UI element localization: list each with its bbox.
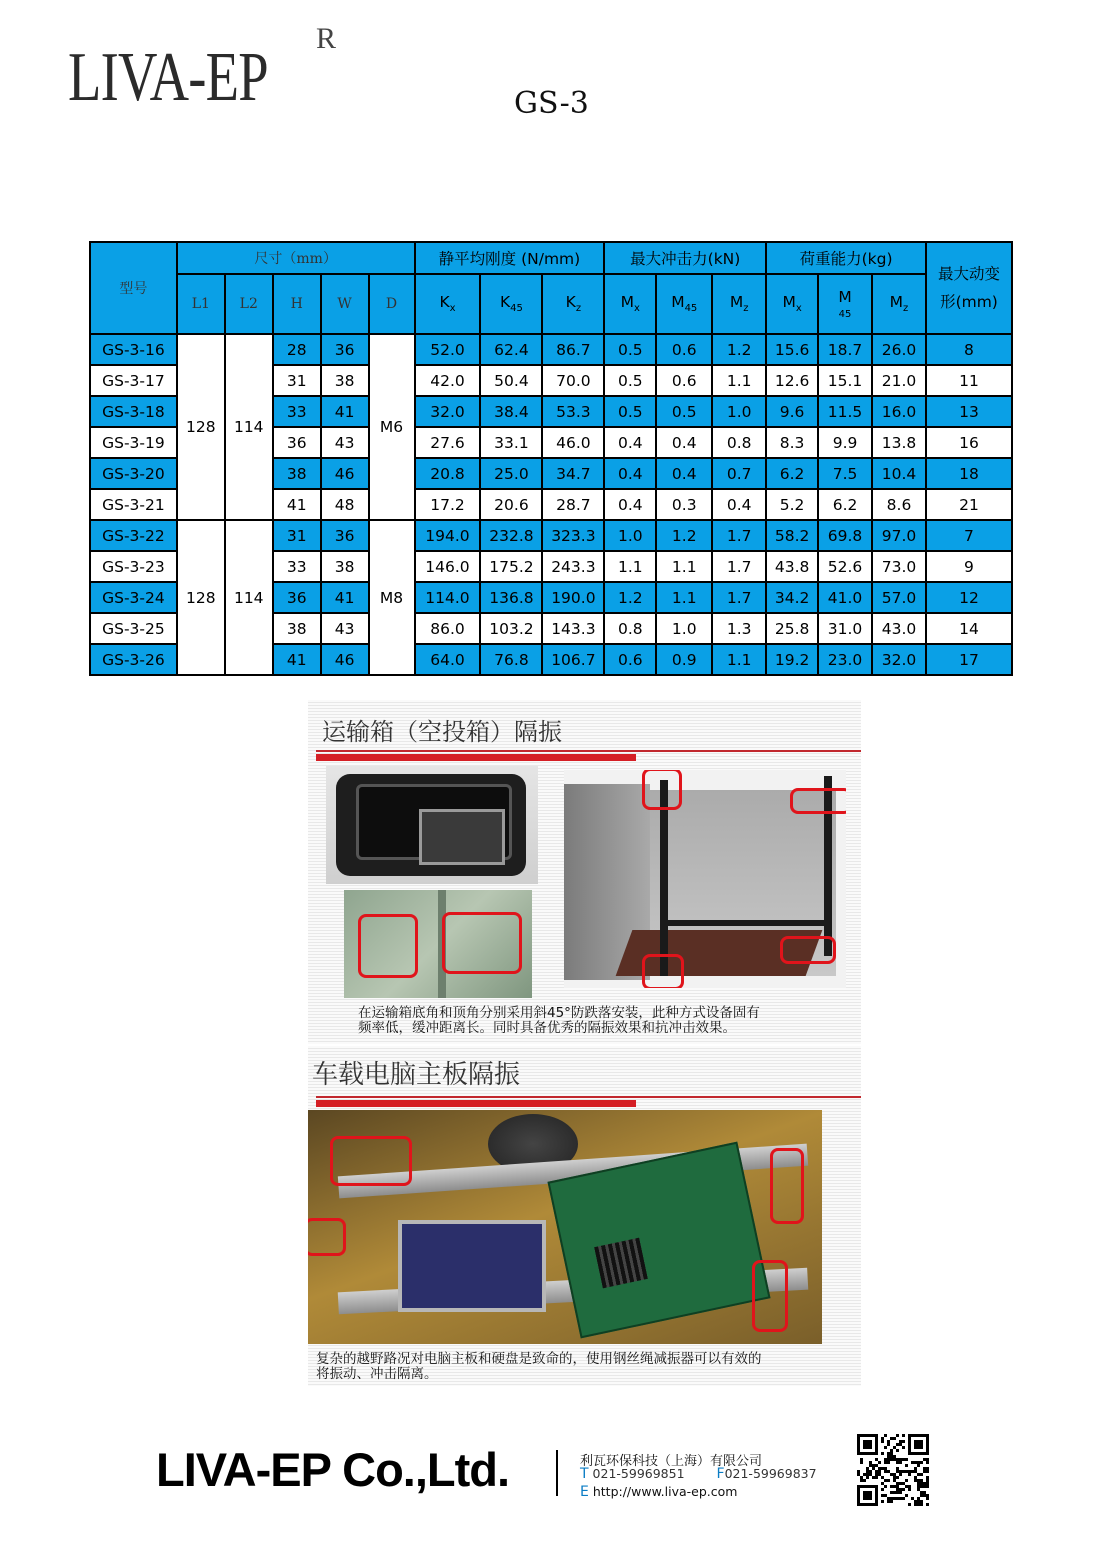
table-cell-def: 11 bbox=[926, 365, 1012, 396]
table-cell-lmx: 34.2 bbox=[766, 582, 818, 613]
table-cell-lmz: 8.6 bbox=[872, 489, 926, 520]
table-cell-kz: 34.7 bbox=[542, 458, 604, 489]
table-cell-h: 36 bbox=[273, 427, 321, 458]
highlight-mark bbox=[770, 1148, 804, 1224]
table-cell-mz: 1.1 bbox=[712, 365, 766, 396]
divider bbox=[316, 750, 861, 752]
highlight-mark bbox=[642, 770, 682, 810]
table-cell-m45: 0.6 bbox=[656, 334, 712, 365]
table-cell-lmz: 26.0 bbox=[872, 334, 926, 365]
table-cell-kz: 28.7 bbox=[542, 489, 604, 520]
table-cell-kz: 143.3 bbox=[542, 613, 604, 644]
table-cell-lm45: 7.5 bbox=[818, 458, 872, 489]
table-cell-mz: 1.2 bbox=[712, 334, 766, 365]
header-deflection: 最大动变形(mm) bbox=[926, 242, 1012, 334]
divider bbox=[316, 1096, 861, 1098]
rack-case-photo bbox=[564, 770, 846, 988]
table-cell-mz: 1.7 bbox=[712, 582, 766, 613]
table-cell-model: GS-3-22 bbox=[90, 520, 177, 551]
table-cell-mx: 1.1 bbox=[604, 551, 656, 582]
table-cell-def: 18 bbox=[926, 458, 1012, 489]
table-cell-h: 31 bbox=[273, 520, 321, 551]
table-cell-k45: 136.8 bbox=[480, 582, 542, 613]
table-cell-kz: 46.0 bbox=[542, 427, 604, 458]
table-cell-d: M6 bbox=[369, 334, 415, 520]
table-cell-model: GS-3-23 bbox=[90, 551, 177, 582]
table-cell-w: 46 bbox=[321, 644, 369, 675]
table-cell-lmz: 73.0 bbox=[872, 551, 926, 582]
table-cell-h: 33 bbox=[273, 396, 321, 427]
table-cell-lmx: 43.8 bbox=[766, 551, 818, 582]
table-cell-w: 48 bbox=[321, 489, 369, 520]
table-cell-lmx: 58.2 bbox=[766, 520, 818, 551]
table-cell-m45: 0.9 bbox=[656, 644, 712, 675]
table-cell-mx: 0.5 bbox=[604, 396, 656, 427]
table-cell-k45: 33.1 bbox=[480, 427, 542, 458]
highlight-mark bbox=[752, 1260, 788, 1332]
table-cell-mz: 1.1 bbox=[712, 644, 766, 675]
highlight-mark bbox=[790, 788, 846, 814]
table-cell-m45: 1.1 bbox=[656, 551, 712, 582]
table-cell-k45: 38.4 bbox=[480, 396, 542, 427]
table-cell-mx: 0.5 bbox=[604, 334, 656, 365]
table-cell-kx: 146.0 bbox=[415, 551, 481, 582]
table-cell-def: 13 bbox=[926, 396, 1012, 427]
header-load: 荷重能力(kg) bbox=[766, 242, 926, 274]
table-cell-w: 36 bbox=[321, 334, 369, 365]
highlight-mark bbox=[330, 1136, 412, 1186]
table-cell-w: 36 bbox=[321, 520, 369, 551]
table-cell-k45: 175.2 bbox=[480, 551, 542, 582]
table-cell-lm45: 6.2 bbox=[818, 489, 872, 520]
table-cell-lm45: 41.0 bbox=[818, 582, 872, 613]
table-cell-kz: 323.3 bbox=[542, 520, 604, 551]
transport-box-photo bbox=[326, 766, 538, 884]
header-dimensions: 尺寸（mm） bbox=[177, 242, 415, 274]
table-cell-kx: 42.0 bbox=[415, 365, 481, 396]
table-cell-mz: 1.3 bbox=[712, 613, 766, 644]
table-cell-lm45: 31.0 bbox=[818, 613, 872, 644]
table-cell-h: 33 bbox=[273, 551, 321, 582]
highlight-mark bbox=[780, 936, 836, 964]
table-cell-mz: 1.7 bbox=[712, 520, 766, 551]
table-cell-model: GS-3-26 bbox=[90, 644, 177, 675]
table-cell-mx: 1.0 bbox=[604, 520, 656, 551]
header-m45: $M_{45}$ bbox=[656, 274, 712, 334]
table-cell-def: 8 bbox=[926, 334, 1012, 365]
table-cell-mx: 0.5 bbox=[604, 365, 656, 396]
table-cell-model: GS-3-20 bbox=[90, 458, 177, 489]
table-cell-model: GS-3-25 bbox=[90, 613, 177, 644]
table-cell-lmx: 19.2 bbox=[766, 644, 818, 675]
header-mz: $M_z$ bbox=[712, 274, 766, 334]
table-cell-mx: 0.6 bbox=[604, 644, 656, 675]
header-load-mx: $M_x$ bbox=[766, 274, 818, 334]
table-cell-lm45: 15.1 bbox=[818, 365, 872, 396]
table-cell-m45: 0.4 bbox=[656, 458, 712, 489]
table-cell-lmz: 13.8 bbox=[872, 427, 926, 458]
table-cell-lm45: 69.8 bbox=[818, 520, 872, 551]
table-cell-def: 16 bbox=[926, 427, 1012, 458]
table-cell-lm45: 52.6 bbox=[818, 551, 872, 582]
footer-contact-phone: T 021-59969851 F021-59969837 bbox=[580, 1466, 817, 1482]
corner-mount-photo bbox=[344, 890, 532, 998]
panel-heading: 运输箱（空投箱）隔振 bbox=[322, 718, 562, 746]
table-cell-h: 38 bbox=[273, 613, 321, 644]
table-cell-model: GS-3-17 bbox=[90, 365, 177, 396]
table-cell-k45: 103.2 bbox=[480, 613, 542, 644]
table-cell-mz: 1.0 bbox=[712, 396, 766, 427]
table-cell-kx: 20.8 bbox=[415, 458, 481, 489]
footer-divider bbox=[556, 1450, 558, 1496]
table-cell-l1: 128 bbox=[177, 520, 225, 675]
header-load-m45: M 45 bbox=[818, 274, 872, 334]
table-cell-w: 41 bbox=[321, 582, 369, 613]
table-cell-k45: 50.4 bbox=[480, 365, 542, 396]
accent-bar bbox=[316, 1100, 636, 1107]
footer-contact-web: E http://www.liva-ep.com bbox=[580, 1484, 738, 1500]
table-cell-def: 9 bbox=[926, 551, 1012, 582]
table-cell-def: 14 bbox=[926, 613, 1012, 644]
table-cell-lm45: 23.0 bbox=[818, 644, 872, 675]
footer-company-cn: 利瓦环保科技（上海）有限公司 bbox=[580, 1454, 763, 1469]
table-cell-lmx: 8.3 bbox=[766, 427, 818, 458]
table-cell-m45: 0.6 bbox=[656, 365, 712, 396]
highlight-mark bbox=[358, 914, 418, 978]
table-cell-kz: 70.0 bbox=[542, 365, 604, 396]
table-cell-model: GS-3-21 bbox=[90, 489, 177, 520]
header-impact: 最大冲击力(kN) bbox=[604, 242, 766, 274]
table-cell-lmz: 16.0 bbox=[872, 396, 926, 427]
table-cell-mz: 1.7 bbox=[712, 551, 766, 582]
table-cell-mz: 0.8 bbox=[712, 427, 766, 458]
table-cell-kx: 194.0 bbox=[415, 520, 481, 551]
table-cell-lmx: 12.6 bbox=[766, 365, 818, 396]
table-cell-w: 41 bbox=[321, 396, 369, 427]
table-cell-def: 12 bbox=[926, 582, 1012, 613]
table-cell-kz: 86.7 bbox=[542, 334, 604, 365]
table-cell-lm45: 11.5 bbox=[818, 396, 872, 427]
table-cell-k45: 232.8 bbox=[480, 520, 542, 551]
table-cell-def: 21 bbox=[926, 489, 1012, 520]
header-l2: L2 bbox=[225, 274, 273, 334]
table-cell-m45: 1.1 bbox=[656, 582, 712, 613]
table-cell-m45: 0.4 bbox=[656, 427, 712, 458]
panel-heading: 车载电脑主板隔振 bbox=[312, 1060, 521, 1090]
header-model: 型号 bbox=[90, 242, 177, 334]
highlight-mark bbox=[442, 912, 522, 974]
table-cell-lmx: 9.6 bbox=[766, 396, 818, 427]
panel-caption: 在运输箱底角和顶角分别采用斜45°防跌落安装，此种方式设备固有 频率低，缓冲距离长。同时具备优秀的隔振效果和抗冲击效果。 bbox=[358, 1005, 760, 1036]
vehicle-board-photo bbox=[308, 1110, 822, 1344]
table-cell-kx: 17.2 bbox=[415, 489, 481, 520]
header-mx: $M_x$ bbox=[604, 274, 656, 334]
table-cell-model: GS-3-18 bbox=[90, 396, 177, 427]
table-cell-def: 17 bbox=[926, 644, 1012, 675]
table-cell-d: M8 bbox=[369, 520, 415, 675]
panel-caption: 复杂的越野路况对电脑主板和硬盘是致命的，使用钢丝绳减振器可以有效的 将振动、冲击隔离。 bbox=[316, 1351, 762, 1382]
table-cell-kx: 32.0 bbox=[415, 396, 481, 427]
header-w: W bbox=[321, 274, 369, 334]
table-cell-h: 38 bbox=[273, 458, 321, 489]
brand-logo: LIVA-EP bbox=[68, 39, 268, 116]
table-cell-l2: 114 bbox=[225, 334, 273, 520]
table-cell-h: 41 bbox=[273, 644, 321, 675]
table-cell-kz: 106.7 bbox=[542, 644, 604, 675]
table-cell-kz: 190.0 bbox=[542, 582, 604, 613]
table-cell-mz: 0.7 bbox=[712, 458, 766, 489]
footer-company-name: LIVA-EP Co.,Ltd. bbox=[156, 1443, 510, 1496]
highlight-mark bbox=[642, 954, 684, 988]
table-cell-mx: 0.4 bbox=[604, 427, 656, 458]
table-cell-m45: 1.0 bbox=[656, 613, 712, 644]
table-row bbox=[90, 520, 1012, 551]
table-cell-w: 43 bbox=[321, 613, 369, 644]
application-panel-vehicle-computer bbox=[308, 1046, 861, 1386]
table-cell-lmx: 6.2 bbox=[766, 458, 818, 489]
table-cell-lmz: 21.0 bbox=[872, 365, 926, 396]
header-k45: $K_{45}$ bbox=[480, 274, 542, 334]
header-stiffness: 静平均刚度 (N/mm) bbox=[415, 242, 605, 274]
header-load-mz: $M_z$ bbox=[872, 274, 926, 334]
registered-mark: R bbox=[316, 22, 337, 55]
application-panel-transport-box bbox=[308, 700, 861, 1044]
header-l1: L1 bbox=[177, 274, 225, 334]
header-h: H bbox=[273, 274, 321, 334]
table-cell-lmx: 15.6 bbox=[766, 334, 818, 365]
table-cell-kz: 243.3 bbox=[542, 551, 604, 582]
table-cell-lmz: 32.0 bbox=[872, 644, 926, 675]
table-cell-lmz: 97.0 bbox=[872, 520, 926, 551]
table-cell-mz: 0.4 bbox=[712, 489, 766, 520]
table-cell-k45: 20.6 bbox=[480, 489, 542, 520]
page-title: GS-3 bbox=[514, 86, 589, 121]
table-cell-k45: 76.8 bbox=[480, 644, 542, 675]
table-cell-mx: 0.4 bbox=[604, 458, 656, 489]
header-d: D bbox=[369, 274, 415, 334]
accent-bar bbox=[316, 754, 636, 761]
table-cell-h: 36 bbox=[273, 582, 321, 613]
table-cell-lm45: 9.9 bbox=[818, 427, 872, 458]
table-cell-lmz: 43.0 bbox=[872, 613, 926, 644]
table-cell-kx: 114.0 bbox=[415, 582, 481, 613]
table-cell-mx: 0.8 bbox=[604, 613, 656, 644]
table-cell-m45: 0.3 bbox=[656, 489, 712, 520]
table-cell-lmx: 25.8 bbox=[766, 613, 818, 644]
table-cell-w: 38 bbox=[321, 365, 369, 396]
table-cell-kx: 52.0 bbox=[415, 334, 481, 365]
table-cell-lmz: 57.0 bbox=[872, 582, 926, 613]
table-cell-h: 31 bbox=[273, 365, 321, 396]
header-kz: $K_z$ bbox=[542, 274, 604, 334]
table-cell-kz: 53.3 bbox=[542, 396, 604, 427]
table-cell-model: GS-3-16 bbox=[90, 334, 177, 365]
table-cell-kx: 86.0 bbox=[415, 613, 481, 644]
table-cell-w: 38 bbox=[321, 551, 369, 582]
table-cell-kx: 27.6 bbox=[415, 427, 481, 458]
table-cell-k45: 25.0 bbox=[480, 458, 542, 489]
table-cell-model: GS-3-24 bbox=[90, 582, 177, 613]
table-cell-k45: 62.4 bbox=[480, 334, 542, 365]
table-cell-h: 41 bbox=[273, 489, 321, 520]
table-cell-w: 46 bbox=[321, 458, 369, 489]
table-cell-def: 7 bbox=[926, 520, 1012, 551]
table-row bbox=[90, 334, 1012, 365]
table-cell-lm45: 18.7 bbox=[818, 334, 872, 365]
table-cell-l1: 128 bbox=[177, 334, 225, 520]
table-cell-m45: 1.2 bbox=[656, 520, 712, 551]
table-cell-model: GS-3-19 bbox=[90, 427, 177, 458]
highlight-mark bbox=[308, 1218, 346, 1256]
table-cell-mx: 0.4 bbox=[604, 489, 656, 520]
table-cell-w: 43 bbox=[321, 427, 369, 458]
table-cell-l2: 114 bbox=[225, 520, 273, 675]
table-cell-kx: 64.0 bbox=[415, 644, 481, 675]
table-cell-h: 28 bbox=[273, 334, 321, 365]
table-cell-lmz: 10.4 bbox=[872, 458, 926, 489]
table-cell-m45: 0.5 bbox=[656, 396, 712, 427]
header-kx: $K_x$ bbox=[415, 274, 481, 334]
spec-table bbox=[89, 241, 1013, 676]
qr-code-icon bbox=[857, 1434, 929, 1506]
table-cell-lmx: 5.2 bbox=[766, 489, 818, 520]
table-cell-mx: 1.2 bbox=[604, 582, 656, 613]
